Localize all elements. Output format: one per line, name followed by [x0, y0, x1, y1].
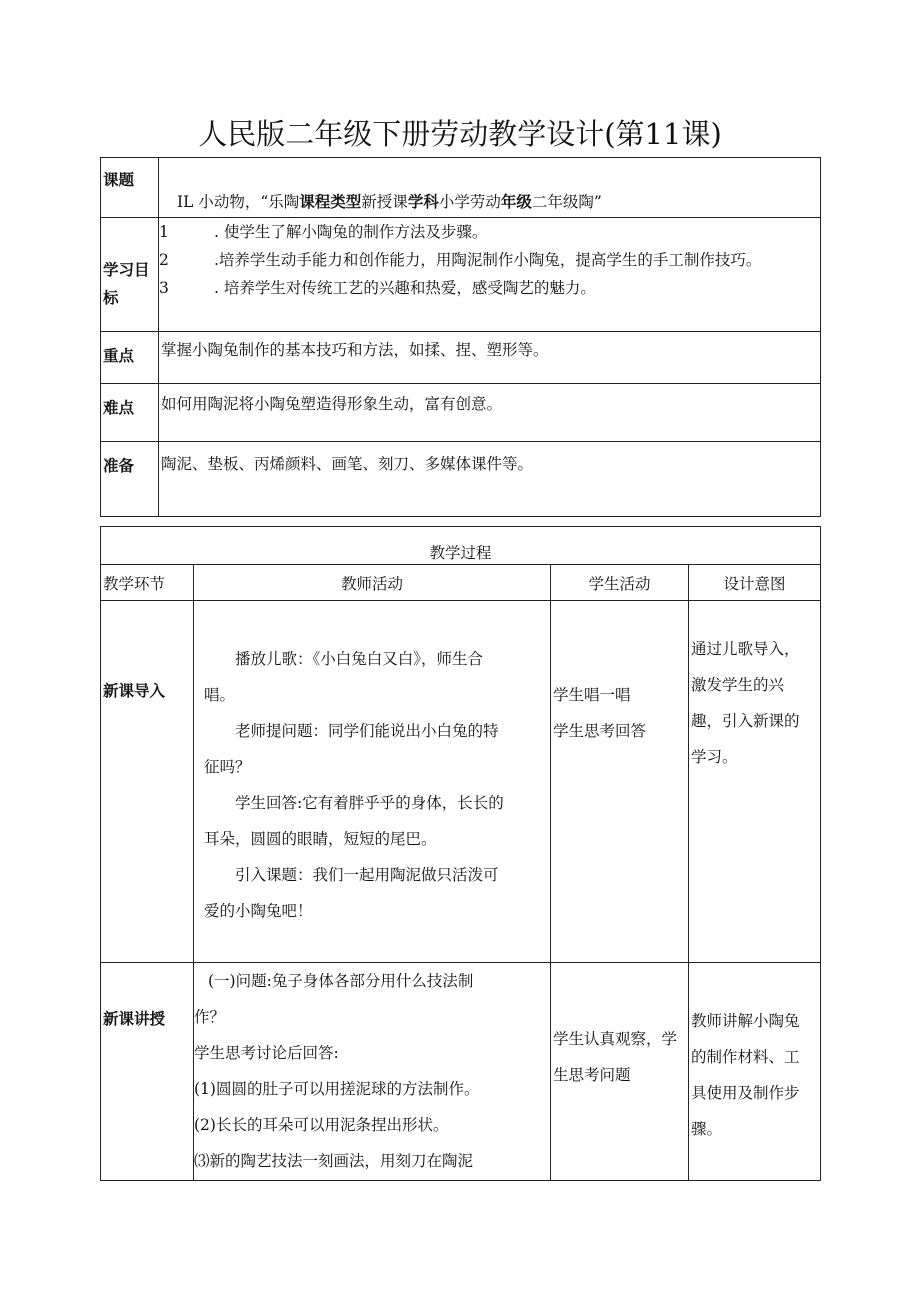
stage-label: 新课导入 — [103, 682, 166, 700]
goal-number: 2 — [159, 251, 169, 269]
student-line: 学生认真观察，学 — [553, 1030, 678, 1048]
teacher-line: ⑶新的陶艺技法一刻画法，用刻刀在陶泥 — [194, 1152, 474, 1170]
table-row — [101, 601, 821, 963]
goal-item — [159, 246, 820, 274]
goal-item — [159, 218, 820, 246]
teacher-activity — [194, 601, 550, 929]
stage-label: 新课讲授 — [103, 1010, 166, 1028]
col-header-intent: 设计意图 — [689, 565, 821, 601]
student-activity — [551, 601, 688, 749]
teacher-line: 作？ — [194, 1008, 226, 1026]
key-label: 重点 — [103, 347, 135, 365]
intent-line: 通过儿歌导入， — [691, 640, 800, 658]
stage-cell — [101, 601, 194, 963]
teacher-line: 老师提问题：同学们能说出小白兔的特 — [235, 722, 499, 740]
difficulty-label-cell — [101, 384, 159, 442]
student-activity-cell — [551, 963, 689, 1181]
goal-item — [159, 274, 820, 302]
teacher-line: 学生回答:它有着胖乎乎的身体，长长的 — [235, 794, 504, 812]
process-heading: 教学过程 — [101, 527, 821, 565]
col-header-stage: 教学环节 — [101, 565, 194, 601]
goal-text: . 使学生了解小陶兔的制作方法及步骤。 — [214, 223, 488, 241]
teacher-line: 爱的小陶兔吧！ — [204, 902, 313, 920]
design-intent — [689, 601, 820, 775]
goals-label-line2: 标 — [103, 289, 119, 307]
intent-line: 具使用及制作步 — [691, 1084, 800, 1102]
topic-label-cell — [101, 158, 159, 218]
topic-title-text: IL 小动物，“乐陶 — [177, 193, 300, 211]
topic-label: 课题 — [103, 171, 135, 189]
intent-line: 教师讲解小陶兔 — [691, 1012, 800, 1030]
lesson-info-table — [100, 157, 821, 517]
goal-text: .培养学生动手能力和创作能力，用陶泥制作小陶兔，提高学生的手工制作技巧。 — [214, 251, 762, 269]
table-row — [101, 963, 821, 1181]
teacher-activity-cell — [194, 963, 551, 1181]
grade-label: 年级 — [500, 193, 532, 211]
topic-row — [101, 158, 821, 218]
teacher-line: 征吗？ — [204, 758, 251, 776]
prep-row — [101, 442, 821, 517]
process-header-row — [101, 565, 821, 601]
course-type-value: 新授课 — [361, 193, 408, 211]
topic-line — [159, 158, 820, 212]
teacher-line: 耳朵，圆圆的眼睛，短短的尾巴。 — [204, 830, 437, 848]
page-title: 人民版二年级下册劳动教学设计(第11课) — [198, 117, 722, 151]
intent-cell — [689, 601, 821, 963]
course-type-label: 课程类型 — [299, 193, 362, 211]
teacher-line: 唱。 — [204, 686, 236, 704]
prep-label-cell — [101, 442, 159, 517]
goals-list — [159, 218, 820, 302]
student-activity-cell — [551, 601, 689, 963]
teacher-line: (一)问题:兔子身体各部分用什么技法制 — [208, 972, 474, 990]
intent-line: 趣，引入新课的 — [691, 712, 800, 730]
student-line: 生思考问题 — [553, 1066, 631, 1084]
stage-cell — [101, 963, 194, 1181]
teacher-line: 引入课题：我们一起用陶泥做只活泼可 — [235, 866, 499, 884]
teacher-line: (2)长长的耳朵可以用泥条捏出形状。 — [194, 1116, 449, 1134]
goal-number: 3 — [159, 279, 169, 297]
key-row — [101, 332, 821, 384]
student-line: 学生唱一唱 — [553, 686, 631, 704]
intent-line: 学习。 — [691, 748, 738, 766]
goal-text: . 培养学生对传统工艺的兴趣和热爱，感受陶艺的魅力。 — [214, 279, 596, 297]
prep-text: 陶泥、垫板、丙烯颜料、画笔、刻刀、多媒体课件等。 — [159, 442, 821, 517]
difficulty-label: 难点 — [103, 399, 135, 417]
col-header-student: 学生活动 — [551, 565, 689, 601]
design-intent — [689, 963, 820, 1147]
goals-label-cell — [101, 218, 159, 332]
col-header-teacher: 教师活动 — [194, 565, 551, 601]
prep-label: 准备 — [103, 457, 135, 475]
key-label-cell — [101, 332, 159, 384]
subject-value: 小学劳动 — [438, 193, 501, 211]
difficulty-text: 如何用陶泥将小陶兔塑造得形象生动，富有创意。 — [159, 384, 821, 442]
goals-label — [103, 256, 158, 312]
intent-line: 的制作材料、工 — [691, 1048, 800, 1066]
intent-line: 骤。 — [691, 1120, 723, 1138]
teaching-process-table — [100, 526, 821, 1181]
intent-line: 激发学生的兴 — [691, 676, 785, 694]
goals-label-line1: 学习目 — [103, 261, 150, 279]
goal-number: 1 — [159, 223, 169, 241]
teacher-line: 播放儿歌：《小白兔白又白》，师生合 — [235, 650, 484, 668]
student-activity — [551, 963, 688, 1093]
difficulty-row — [101, 384, 821, 442]
teacher-line: 学生思考讨论后回答: — [194, 1044, 339, 1062]
teacher-line: (1)圆圆的肚子可以用搓泥球的方法制作。 — [194, 1080, 480, 1098]
student-line: 学生思考回答 — [553, 722, 647, 740]
intent-cell — [689, 963, 821, 1181]
subject-label: 学科 — [407, 193, 439, 211]
teacher-activity-cell — [194, 601, 551, 963]
goals-row — [101, 218, 821, 332]
goals-cell — [159, 218, 821, 332]
topic-cell — [159, 158, 821, 218]
grade-value: 二年级陶” — [531, 193, 602, 211]
key-text: 掌握小陶兔制作的基本技巧和方法，如揉、捏、塑形等。 — [159, 332, 821, 384]
teacher-activity — [194, 963, 550, 1179]
process-heading-row — [101, 527, 821, 565]
